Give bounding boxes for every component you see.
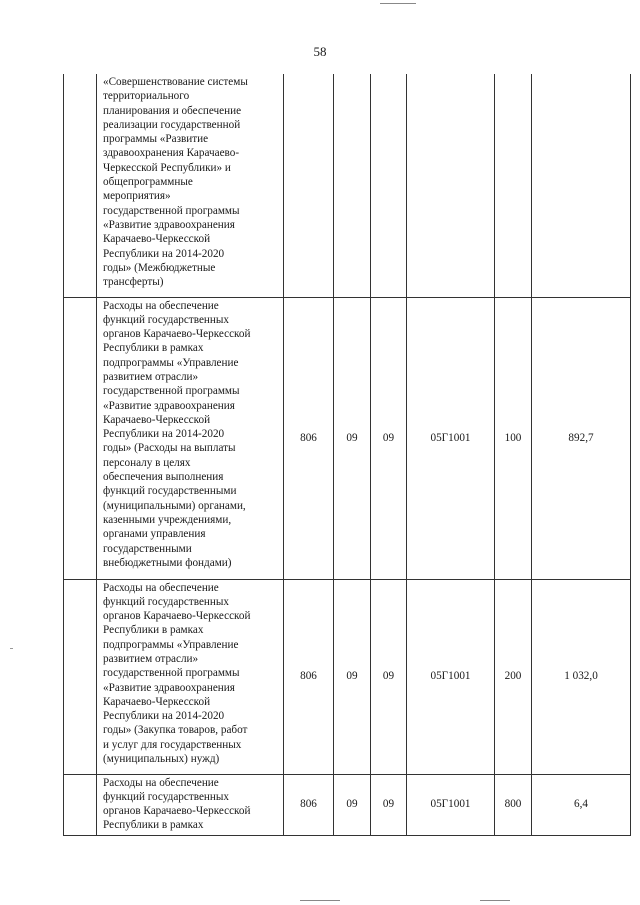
expense-type-cell: 100	[495, 297, 532, 579]
section-code-cell: 09	[334, 579, 371, 774]
table-row	[64, 579, 631, 774]
section-code-cell: 09	[334, 774, 371, 835]
target-article-cell: 05Г1001	[407, 579, 495, 774]
section-code-cell	[334, 74, 371, 297]
description-cell: Расходы на обеспечение функций государственных органов Карачаево-Черкесской Республики в рамках подпрограммы «Управление развитием отрасли» государственной программы «Развитие здравоохранения Карачаево-Черкесской Республики на 2014-2020 годы» (Расходы на выплаты персоналу в целях обеспечения выполнения функций государственными (муниципальными) органами, казенными учреждениями, органами управления государственными внебюджетными фондами)	[97, 297, 284, 579]
ministry-code-cell: 806	[284, 774, 334, 835]
scan-artifact	[300, 900, 340, 901]
subsection-code-cell: 09	[371, 297, 407, 579]
description-cell: Расходы на обеспечение функций государственных органов Карачаево-Черкесской Республики в рамках	[97, 774, 284, 835]
subsection-code-cell	[371, 74, 407, 297]
budget-table	[63, 74, 631, 836]
scan-artifact	[380, 3, 416, 4]
amount-cell	[532, 74, 631, 297]
ministry-code-cell	[284, 74, 334, 297]
expense-type-cell: 200	[495, 579, 532, 774]
scan-artifact	[480, 900, 510, 901]
description-cell: «Совершенствование системы территориального планирования и обеспечение реализации государственной программы «Развитие здравоохранения Карачаево- Черкесской Республики» и общепрограммные мероприятия» государственной программы «Развитие здравоохранения Карачаево-Черкесской Республики на 2014-2020 годы» (Межбюджетные трансферты)	[97, 74, 284, 297]
description-cell: Расходы на обеспечение функций государственных органов Карачаево-Черкесской Республики в рамках подпрограммы «Управление развитием отрасли» государственной программы «Развитие здравоохранения Карачаево-Черкесской Республики на 2014-2020 годы» (Закупка товаров, работ и услуг для государственных (муниципальных) нужд)	[97, 579, 284, 774]
target-article-cell	[407, 74, 495, 297]
amount-cell: 6,4	[532, 774, 631, 835]
subsection-code-cell: 09	[371, 579, 407, 774]
expense-type-cell	[495, 74, 532, 297]
table-row	[64, 74, 631, 297]
ministry-code-cell: 806	[284, 579, 334, 774]
ministry-code-cell: 806	[284, 297, 334, 579]
amount-cell: 892,7	[532, 297, 631, 579]
page-number: 58	[313, 44, 327, 59]
row-number-cell	[64, 297, 97, 579]
section-code-cell: 09	[334, 297, 371, 579]
row-number-cell	[64, 579, 97, 774]
row-number-cell	[64, 774, 97, 835]
target-article-cell: 05Г1001	[407, 774, 495, 835]
table-row	[64, 297, 631, 579]
expense-type-cell: 800	[495, 774, 532, 835]
amount-cell: 1 032,0	[532, 579, 631, 774]
target-article-cell: 05Г1001	[407, 297, 495, 579]
subsection-code-cell: 09	[371, 774, 407, 835]
table-row	[64, 774, 631, 835]
scan-artifact	[10, 648, 13, 649]
row-number-cell	[64, 74, 97, 297]
